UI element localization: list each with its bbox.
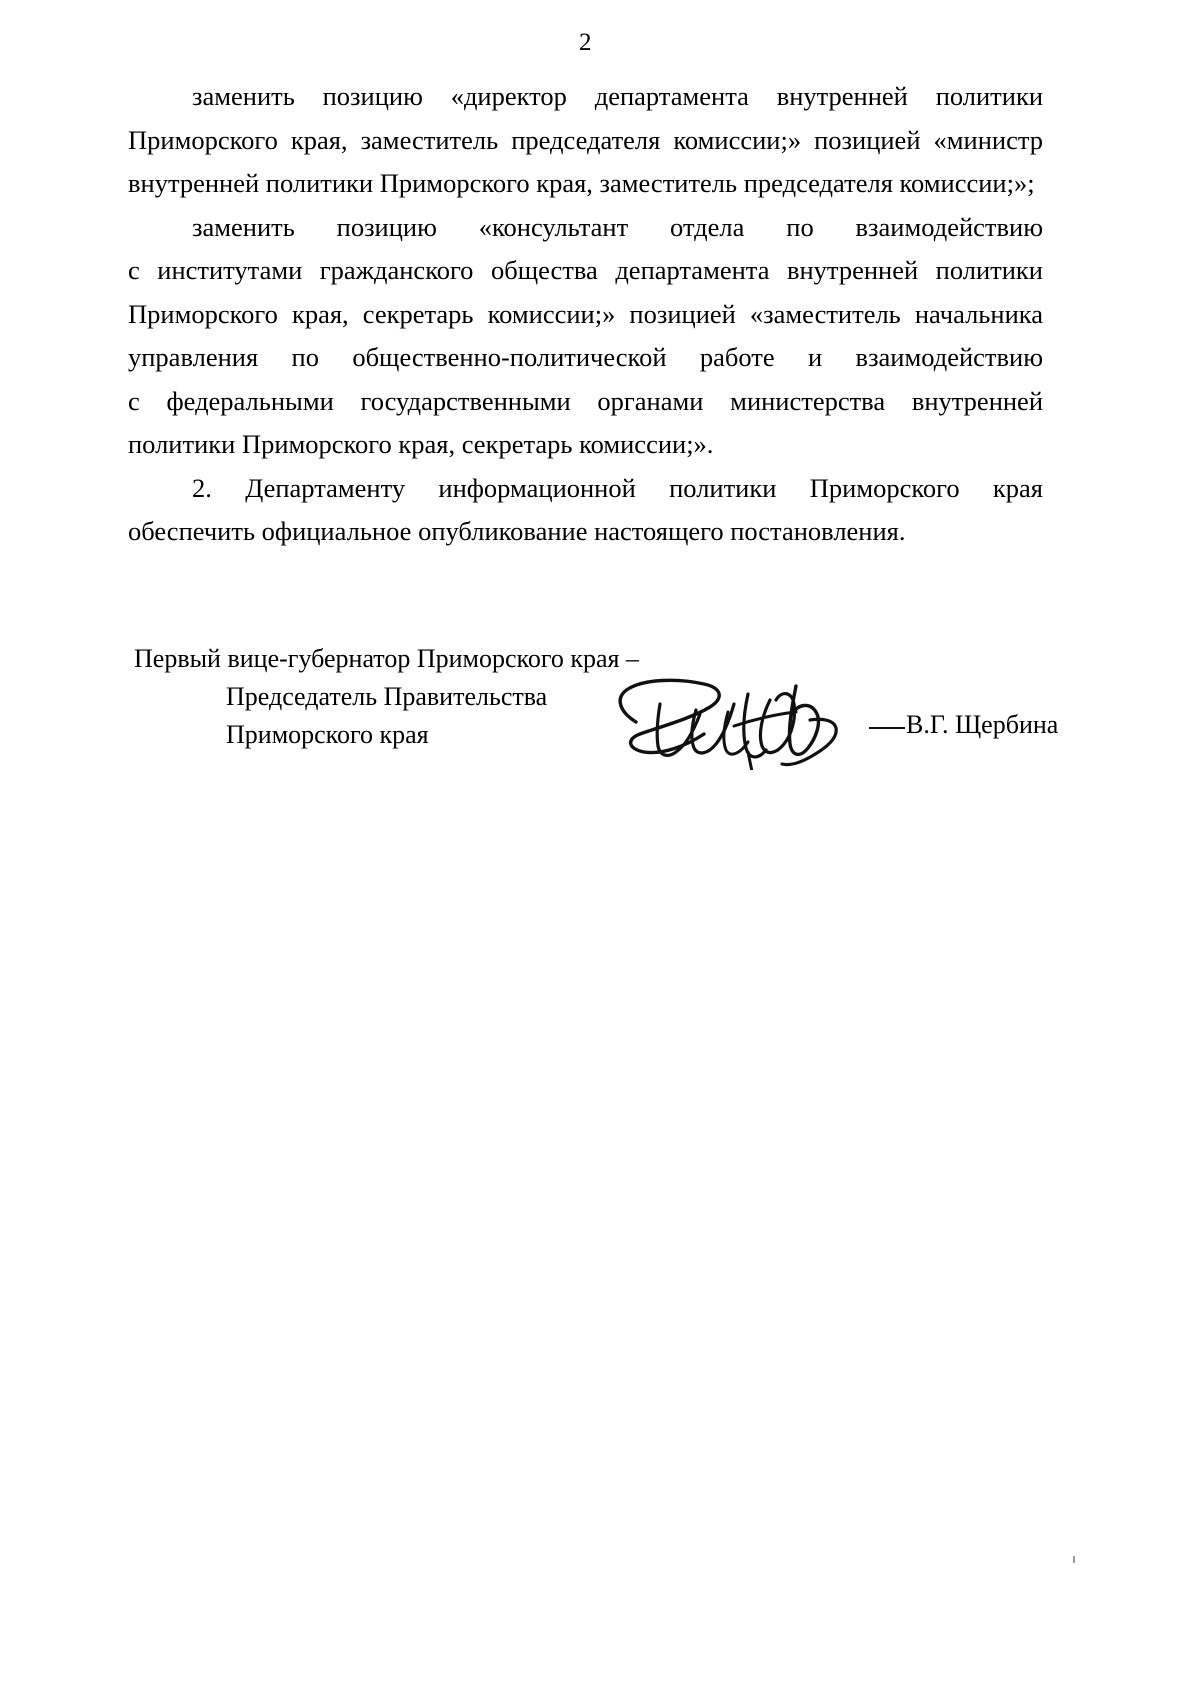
signature-rows (134, 640, 1064, 754)
paragraph-2-line-5: с федеральными государственными органами министерства внутренней (128, 385, 1043, 416)
page-number: 2 (579, 29, 592, 56)
paragraph-2-line-4: управления по общественно-политической работе и взаимодействию (128, 342, 1043, 372)
page-content (128, 0, 1043, 554)
signature-title-line-3: Приморского края (226, 720, 429, 749)
paragraph-3-line-2: обеспечить официальное опубликование настоящего постановления. (128, 516, 906, 546)
paragraph-2-line-1: заменить позицию «консультант отдела по взаимодействию (192, 211, 1043, 242)
scan-artifact-speck (1073, 1556, 1075, 1563)
signer-name (869, 708, 1058, 742)
paragraph-3 (128, 467, 1043, 554)
paragraph-1-line-3: внутренней политики Приморского края, заместитель председателя комиссии;»; (128, 168, 1035, 198)
paragraph-2-line-6: политики Приморского края, секретарь комиссии;». (128, 429, 714, 459)
document-body (128, 75, 1043, 554)
paragraph-1-line-2: Приморского края, заместитель председателя комиссии;» позицией «министр (128, 124, 1043, 155)
paragraph-3-line-1: 2. Департаменту информационной политики Приморского края (192, 472, 1043, 503)
signature-title-line-1: Первый вице-губернатор Приморского края – (134, 644, 639, 673)
paragraph-2-line-3: Приморского края, секретарь комиссии;» позицией «заместитель начальника (128, 298, 1043, 329)
signature-title-line-2: Председатель Правительства (226, 682, 548, 711)
signature-line-dash (869, 727, 905, 729)
paragraph-1 (128, 75, 1043, 206)
paragraph-2 (128, 206, 1043, 467)
paragraph-2-line-2: с институтами гражданского общества департамента внутренней политики (128, 255, 1043, 285)
paragraph-1-line-1: заменить позицию «директор департамента внутренней политики (192, 81, 1043, 111)
signer-name-text: В.Г. Щербина (906, 710, 1059, 739)
signature-block (134, 640, 1064, 754)
